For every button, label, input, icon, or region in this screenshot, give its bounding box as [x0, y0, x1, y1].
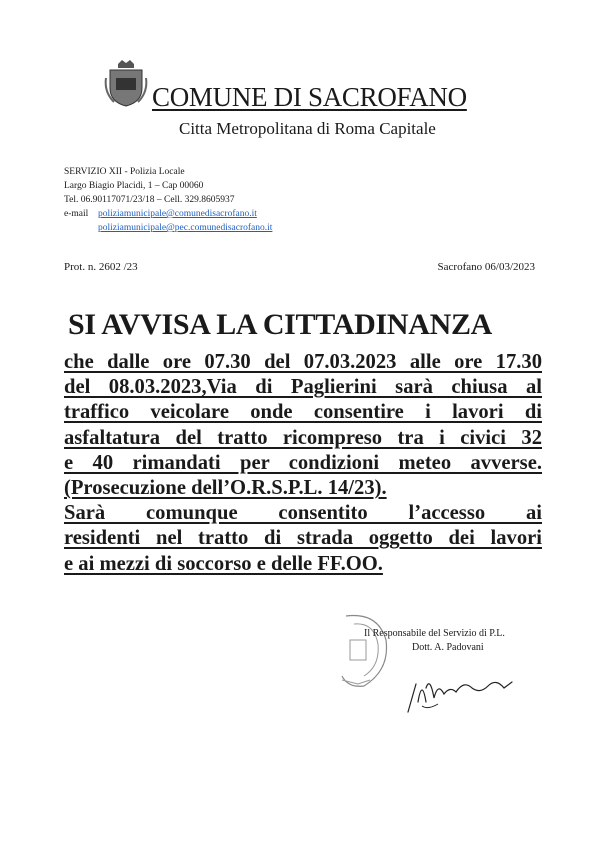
- page-subtitle: Citta Metropolitana di Roma Capitale: [179, 119, 436, 138]
- office-name: SERVIZIO XII - Polizia Locale: [64, 167, 185, 177]
- email-label: e-mail: [64, 209, 89, 219]
- signatory-block: [364, 627, 505, 655]
- page-title: COMUNE DI SACROFANO: [152, 82, 467, 112]
- notice-line: Sarà comunque consentito l’accesso ai: [64, 502, 542, 525]
- email-link-pec[interactable]: poliziamunicipale@pec.comunedisacrofano.it: [98, 223, 273, 233]
- signatory-name: Dott. A. Padovani: [412, 642, 484, 653]
- signatory-role: Il Responsabile del Servizio di P.L.: [364, 628, 505, 639]
- place-date: Sacrofano 06/03/2023: [437, 261, 535, 273]
- notice-line: e ai mezzi di soccorso e delle FF.OO.: [64, 552, 383, 575]
- office-phone: Tel. 06.90117071/23/18 – Cell. 329.8605937: [64, 195, 235, 205]
- coat-of-arms-icon: [104, 58, 148, 108]
- notice-line: traffico veicolare onde consentire i lavori di: [64, 401, 542, 424]
- protocol-number: Prot. n. 2602 /23: [64, 261, 138, 273]
- notice-line: e 40 rimandati per condizioni meteo avverse.: [64, 451, 542, 474]
- notice-line: che dalle ore 07.30 del 07.03.2023 alle ore 17.30: [64, 351, 542, 373]
- office-address: Largo Biagio Placidi, 1 – Cap 00060: [64, 181, 204, 191]
- notice-line: (Prosecuzione dell’O.R.S.P.L. 14/23).: [64, 477, 387, 500]
- notice-line: asfaltatura del tratto ricompreso tra i civici 32: [64, 426, 542, 449]
- handwritten-signature-icon: [398, 658, 518, 714]
- notice-body: [64, 350, 542, 577]
- email-link-primary[interactable]: poliziamunicipale@comunedisacrofano.it: [98, 209, 257, 219]
- notice-line: del 08.03.2023,Via di Paglierini sarà chiusa al: [64, 376, 542, 399]
- notice-heading: SI AVVISA LA CITTADINANZA: [68, 308, 493, 341]
- notice-line: residenti nel tratto di strada oggetto dei lavori: [64, 527, 542, 550]
- office-info: [64, 165, 272, 235]
